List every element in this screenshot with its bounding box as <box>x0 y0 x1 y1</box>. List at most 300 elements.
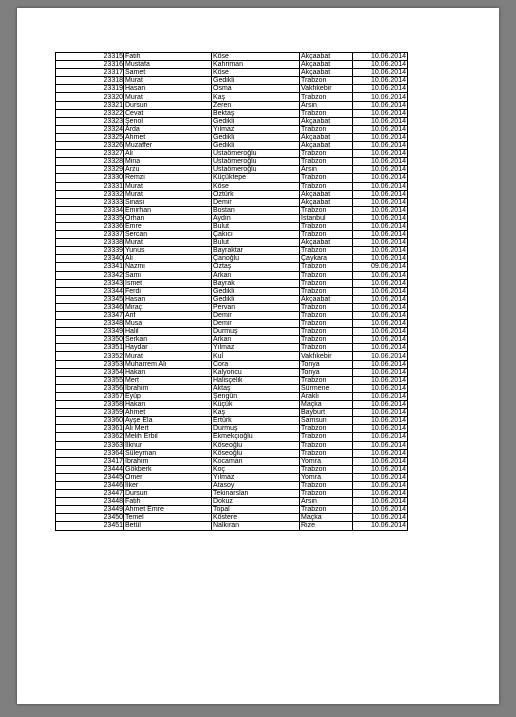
city-cell: Akçaabat <box>300 198 353 206</box>
date-cell: 10.06.2014 <box>353 53 408 61</box>
last-name-cell: Aydın <box>212 214 300 222</box>
city-cell: Çaykara <box>300 255 353 263</box>
table-row <box>56 392 408 400</box>
date-cell: 10.06.2014 <box>353 166 408 174</box>
last-name-cell: Bulut <box>212 239 300 247</box>
date-cell: 10.06.2014 <box>353 142 408 150</box>
first-name-cell: Ali Mert <box>124 425 212 433</box>
first-name-cell: Fatih <box>124 53 212 61</box>
city-cell: Yomra <box>300 457 353 465</box>
table-row <box>56 61 408 69</box>
table-row <box>56 190 408 198</box>
date-cell: 10.06.2014 <box>353 85 408 93</box>
date-cell: 10.06.2014 <box>353 206 408 214</box>
table-row <box>56 344 408 352</box>
date-cell: 10.06.2014 <box>353 109 408 117</box>
last-name-cell: Osma <box>212 85 300 93</box>
last-name-cell: Kahriman <box>212 61 300 69</box>
table-row <box>56 93 408 101</box>
last-name-cell: Köseoğlu <box>212 449 300 457</box>
last-name-cell: Durmuş <box>212 328 300 336</box>
last-name-cell: Köse <box>212 69 300 77</box>
last-name-cell: Bulut <box>212 222 300 230</box>
last-name-cell: Ertürk <box>212 417 300 425</box>
last-name-cell: Gedikli <box>212 142 300 150</box>
record-id-cell: 23331 <box>56 182 124 190</box>
first-name-cell: Haydar <box>124 344 212 352</box>
first-name-cell: İlker <box>124 481 212 489</box>
record-id-cell: 23318 <box>56 77 124 85</box>
city-cell: Trabzon <box>300 206 353 214</box>
last-name-cell: Kul <box>212 352 300 360</box>
first-name-cell: Arda <box>124 125 212 133</box>
last-name-cell: Ekmekçioğlu <box>212 433 300 441</box>
city-cell: Arsin <box>300 166 353 174</box>
table-row <box>56 312 408 320</box>
date-cell: 10.06.2014 <box>353 498 408 506</box>
record-id-cell: 23329 <box>56 166 124 174</box>
city-cell: Rize <box>300 522 353 530</box>
city-cell: Trabzon <box>300 174 353 182</box>
city-cell: Akçaabat <box>300 239 353 247</box>
last-name-cell: Bayraktar <box>212 247 300 255</box>
date-cell: 10.06.2014 <box>353 352 408 360</box>
record-id-cell: 23343 <box>56 279 124 287</box>
record-id-cell: 23362 <box>56 433 124 441</box>
date-cell: 10.06.2014 <box>353 392 408 400</box>
first-name-cell: Mustafa <box>124 61 212 69</box>
table-row <box>56 481 408 489</box>
city-cell: Akçaabat <box>300 142 353 150</box>
table-row <box>56 433 408 441</box>
city-cell: Tonya <box>300 368 353 376</box>
date-cell: 10.06.2014 <box>353 101 408 109</box>
last-name-cell: Küçük <box>212 401 300 409</box>
table-row <box>56 457 408 465</box>
record-id-cell: 23342 <box>56 271 124 279</box>
date-cell: 10.06.2014 <box>353 506 408 514</box>
first-name-cell: Mert <box>124 376 212 384</box>
table-row <box>56 101 408 109</box>
date-cell: 10.06.2014 <box>353 473 408 481</box>
city-cell: Trabzon <box>300 449 353 457</box>
city-cell: Yomra <box>300 473 353 481</box>
city-cell: Bayburt <box>300 409 353 417</box>
first-name-cell: Fatih <box>124 498 212 506</box>
city-cell: Trabzon <box>300 481 353 489</box>
date-cell: 10.06.2014 <box>353 417 408 425</box>
table-row <box>56 150 408 158</box>
last-name-cell: Yılmaz <box>212 125 300 133</box>
city-cell: Trabzon <box>300 506 353 514</box>
table-row <box>56 263 408 271</box>
city-cell: Akçaabat <box>300 117 353 125</box>
date-cell: 10.06.2014 <box>353 133 408 141</box>
record-id-cell: 23337 <box>56 231 124 239</box>
city-cell: Trabzon <box>300 109 353 117</box>
record-id-cell: 23338 <box>56 239 124 247</box>
last-name-cell: Yılmaz <box>212 344 300 352</box>
table-row <box>56 376 408 384</box>
first-name-cell: Miraç <box>124 303 212 311</box>
table-row <box>56 158 408 166</box>
table-row <box>56 174 408 182</box>
record-id-cell: 23347 <box>56 312 124 320</box>
first-name-cell: Murat <box>124 190 212 198</box>
table-row <box>56 295 408 303</box>
table-row <box>56 328 408 336</box>
first-name-cell: İbrahim <box>124 384 212 392</box>
date-cell: 10.06.2014 <box>353 401 408 409</box>
record-id-cell: 23324 <box>56 125 124 133</box>
record-id-cell: 23352 <box>56 352 124 360</box>
table-row <box>56 109 408 117</box>
record-id-cell: 23326 <box>56 142 124 150</box>
record-id-cell: 23363 <box>56 441 124 449</box>
table-row <box>56 53 408 61</box>
date-cell: 10.06.2014 <box>353 336 408 344</box>
date-cell: 10.06.2014 <box>353 279 408 287</box>
last-name-cell: Nalkıran <box>212 522 300 530</box>
record-id-cell: 23361 <box>56 425 124 433</box>
table-row <box>56 85 408 93</box>
date-cell: 10.06.2014 <box>353 376 408 384</box>
first-name-cell: Muzaffer <box>124 142 212 150</box>
table-row <box>56 166 408 174</box>
record-id-cell: 23330 <box>56 174 124 182</box>
date-cell: 10.06.2014 <box>353 247 408 255</box>
last-name-cell: Ustaömeroğlu <box>212 158 300 166</box>
record-id-cell: 23449 <box>56 506 124 514</box>
last-name-cell: Kocaman <box>212 457 300 465</box>
date-cell: 10.06.2014 <box>353 158 408 166</box>
last-name-cell: Pervan <box>212 303 300 311</box>
date-cell: 10.06.2014 <box>353 360 408 368</box>
first-name-cell: İsmet <box>124 279 212 287</box>
city-cell: Trabzon <box>300 465 353 473</box>
document-page <box>17 8 499 704</box>
last-name-cell: Köse <box>212 182 300 190</box>
city-cell: Trabzon <box>300 158 353 166</box>
date-cell: 10.06.2014 <box>353 457 408 465</box>
first-name-cell: İbrahim <box>124 457 212 465</box>
date-cell: 10.06.2014 <box>353 255 408 263</box>
date-cell: 10.06.2014 <box>353 61 408 69</box>
last-name-cell: Şengün <box>212 392 300 400</box>
table-row <box>56 182 408 190</box>
record-id-cell: 23322 <box>56 109 124 117</box>
record-id-cell: 23447 <box>56 490 124 498</box>
first-name-cell: Musa <box>124 320 212 328</box>
date-cell: 10.06.2014 <box>353 344 408 352</box>
table-row <box>56 222 408 230</box>
table-row <box>56 125 408 133</box>
last-name-cell: Demir <box>212 320 300 328</box>
last-name-cell: Küçüktepe <box>212 174 300 182</box>
record-id-cell: 23353 <box>56 360 124 368</box>
table-row <box>56 449 408 457</box>
first-name-cell: Remzi <box>124 174 212 182</box>
city-cell: Maçka <box>300 514 353 522</box>
first-name-cell: Ali <box>124 150 212 158</box>
date-cell: 10.06.2014 <box>353 287 408 295</box>
record-id-cell: 23328 <box>56 158 124 166</box>
first-name-cell: Hakan <box>124 401 212 409</box>
city-cell: Trabzon <box>300 231 353 239</box>
record-id-cell: 23357 <box>56 392 124 400</box>
table-row <box>56 214 408 222</box>
last-name-cell: Gedikli <box>212 133 300 141</box>
table-row <box>56 401 408 409</box>
first-name-cell: Gökberk <box>124 465 212 473</box>
last-name-cell: Zeren <box>212 101 300 109</box>
first-name-cell: Arif <box>124 312 212 320</box>
first-name-cell: Hakan <box>124 368 212 376</box>
city-cell: Trabzon <box>300 490 353 498</box>
record-id-cell: 23444 <box>56 465 124 473</box>
city-cell: Akçaabat <box>300 190 353 198</box>
record-id-cell: 23446 <box>56 481 124 489</box>
record-id-cell: 23333 <box>56 198 124 206</box>
city-cell: Trabzon <box>300 279 353 287</box>
city-cell: Trabzon <box>300 182 353 190</box>
date-cell: 10.06.2014 <box>353 198 408 206</box>
record-id-cell: 23336 <box>56 222 124 230</box>
first-name-cell: Muharrem Ali <box>124 360 212 368</box>
date-cell: 10.06.2014 <box>353 409 408 417</box>
last-name-cell: Yılmaz <box>212 473 300 481</box>
date-cell: 10.06.2014 <box>353 150 408 158</box>
first-name-cell: Ahmet <box>124 133 212 141</box>
table-row <box>56 77 408 85</box>
record-id-cell: 23348 <box>56 320 124 328</box>
record-id-cell: 23450 <box>56 514 124 522</box>
city-cell: Akçaabat <box>300 133 353 141</box>
date-cell: 10.06.2014 <box>353 77 408 85</box>
records-table-body <box>56 53 408 531</box>
last-name-cell: Öztaş <box>212 263 300 271</box>
city-cell: Trabzon <box>300 93 353 101</box>
table-row <box>56 231 408 239</box>
first-name-cell: Sercan <box>124 231 212 239</box>
date-cell: 10.06.2014 <box>353 93 408 101</box>
first-name-cell: Halil <box>124 328 212 336</box>
last-name-cell: Dokuz <box>212 498 300 506</box>
date-cell: 10.06.2014 <box>353 320 408 328</box>
table-row <box>56 465 408 473</box>
city-cell: Trabzon <box>300 376 353 384</box>
table-row <box>56 425 408 433</box>
last-name-cell: Köstere <box>212 514 300 522</box>
city-cell: Vakfıkebir <box>300 85 353 93</box>
date-cell: 10.06.2014 <box>353 368 408 376</box>
last-name-cell: Gedikli <box>212 77 300 85</box>
last-name-cell: Demir <box>212 198 300 206</box>
last-name-cell: Kaş <box>212 409 300 417</box>
table-row <box>56 490 408 498</box>
date-cell: 10.06.2014 <box>353 182 408 190</box>
record-id-cell: 23448 <box>56 498 124 506</box>
table-row <box>56 360 408 368</box>
first-name-cell: Temel <box>124 514 212 522</box>
last-name-cell: Halisçelik <box>212 376 300 384</box>
date-cell: 10.06.2014 <box>353 522 408 530</box>
table-row <box>56 417 408 425</box>
last-name-cell: Topal <box>212 506 300 514</box>
records-table <box>55 52 408 531</box>
city-cell: Trabzon <box>300 328 353 336</box>
city-cell: Trabzon <box>300 247 353 255</box>
table-row <box>56 69 408 77</box>
date-cell: 10.06.2014 <box>353 117 408 125</box>
table-row <box>56 287 408 295</box>
city-cell: Samsun <box>300 417 353 425</box>
last-name-cell: Bostan <box>212 206 300 214</box>
last-name-cell: Öztürk <box>212 190 300 198</box>
record-id-cell: 23417 <box>56 457 124 465</box>
table-row <box>56 473 408 481</box>
table-row <box>56 255 408 263</box>
city-cell: Arsin <box>300 101 353 109</box>
last-name-cell: Köse <box>212 53 300 61</box>
table-row <box>56 409 408 417</box>
last-name-cell: Arkan <box>212 271 300 279</box>
first-name-cell: Betül <box>124 522 212 530</box>
last-name-cell: Ustaömeroğlu <box>212 150 300 158</box>
table-row <box>56 247 408 255</box>
first-name-cell: Eyüp <box>124 392 212 400</box>
date-cell: 10.06.2014 <box>353 190 408 198</box>
last-name-cell: Ustaömeroğlu <box>212 166 300 174</box>
last-name-cell: Köseoğlu <box>212 441 300 449</box>
first-name-cell: Murat <box>124 77 212 85</box>
date-cell: 10.06.2014 <box>353 449 408 457</box>
table-row <box>56 206 408 214</box>
record-id-cell: 23332 <box>56 190 124 198</box>
first-name-cell: Ali <box>124 255 212 263</box>
date-cell: 10.06.2014 <box>353 328 408 336</box>
last-name-cell: Aktaş <box>212 384 300 392</box>
record-id-cell: 23344 <box>56 287 124 295</box>
date-cell: 10.06.2014 <box>353 295 408 303</box>
last-name-cell: Bektaş <box>212 109 300 117</box>
date-cell: 10.06.2014 <box>353 303 408 311</box>
last-name-cell: Koç <box>212 465 300 473</box>
record-id-cell: 23359 <box>56 409 124 417</box>
city-cell: Maçka <box>300 401 353 409</box>
record-id-cell: 23360 <box>56 417 124 425</box>
city-cell: Trabzon <box>300 336 353 344</box>
record-id-cell: 23315 <box>56 53 124 61</box>
record-id-cell: 23325 <box>56 133 124 141</box>
record-id-cell: 23320 <box>56 93 124 101</box>
city-cell: Trabzon <box>300 425 353 433</box>
record-id-cell: 23317 <box>56 69 124 77</box>
first-name-cell: Mina <box>124 158 212 166</box>
last-name-cell: Çanoğlu <box>212 255 300 263</box>
date-cell: 10.06.2014 <box>353 433 408 441</box>
date-cell: 10.06.2014 <box>353 174 408 182</box>
last-name-cell: Gedikli <box>212 295 300 303</box>
city-cell: Trabzon <box>300 263 353 271</box>
record-id-cell: 23335 <box>56 214 124 222</box>
first-name-cell: Emirhan <box>124 206 212 214</box>
table-row <box>56 368 408 376</box>
date-cell: 10.06.2014 <box>353 384 408 392</box>
date-cell: 10.06.2014 <box>353 231 408 239</box>
last-name-cell: Cora <box>212 360 300 368</box>
first-name-cell: Süleyman <box>124 449 212 457</box>
date-cell: 10.06.2014 <box>353 312 408 320</box>
record-id-cell: 23351 <box>56 344 124 352</box>
record-id-cell: 23323 <box>56 117 124 125</box>
date-cell: 10.06.2014 <box>353 125 408 133</box>
record-id-cell: 23341 <box>56 263 124 271</box>
city-cell: Tonya <box>300 360 353 368</box>
first-name-cell: Murat <box>124 182 212 190</box>
table-row <box>56 133 408 141</box>
first-name-cell: Sami <box>124 271 212 279</box>
city-cell: Trabzon <box>300 287 353 295</box>
table-row <box>56 506 408 514</box>
record-id-cell: 23327 <box>56 150 124 158</box>
first-name-cell: Arzu <box>124 166 212 174</box>
record-id-cell: 23316 <box>56 61 124 69</box>
record-id-cell: 23358 <box>56 401 124 409</box>
last-name-cell: Demir <box>212 312 300 320</box>
last-name-cell: Durmuş <box>212 425 300 433</box>
date-cell: 09.06.2014 <box>353 263 408 271</box>
table-row <box>56 303 408 311</box>
city-cell: Arsin <box>300 498 353 506</box>
first-name-cell: Ahmet Emre <box>124 506 212 514</box>
table-row <box>56 522 408 530</box>
city-cell: Trabzon <box>300 441 353 449</box>
city-cell: Trabzon <box>300 303 353 311</box>
city-cell: Sürmene <box>300 384 353 392</box>
first-name-cell: Şenol <box>124 117 212 125</box>
first-name-cell: Samet <box>124 69 212 77</box>
first-name-cell: Ömer <box>124 473 212 481</box>
table-row <box>56 198 408 206</box>
date-cell: 10.06.2014 <box>353 214 408 222</box>
date-cell: 10.06.2014 <box>353 69 408 77</box>
table-row <box>56 514 408 522</box>
first-name-cell: Murat <box>124 93 212 101</box>
last-name-cell: Kaş <box>212 93 300 101</box>
first-name-cell: Murat <box>124 352 212 360</box>
last-name-cell: Bayrak <box>212 279 300 287</box>
first-name-cell: Cevat <box>124 109 212 117</box>
record-id-cell: 23354 <box>56 368 124 376</box>
record-id-cell: 23355 <box>56 376 124 384</box>
table-row <box>56 384 408 392</box>
city-cell: Akçaabat <box>300 53 353 61</box>
record-id-cell: 23340 <box>56 255 124 263</box>
table-row <box>56 336 408 344</box>
table-row <box>56 239 408 247</box>
first-name-cell: Dursun <box>124 101 212 109</box>
last-name-cell: Kalyoncu <box>212 368 300 376</box>
date-cell: 10.06.2014 <box>353 222 408 230</box>
record-id-cell: 23451 <box>56 522 124 530</box>
table-row <box>56 142 408 150</box>
last-name-cell: Arkan <box>212 336 300 344</box>
first-name-cell: Melih Erbil <box>124 433 212 441</box>
first-name-cell: Nazmi <box>124 263 212 271</box>
date-cell: 10.06.2014 <box>353 490 408 498</box>
date-cell: 10.06.2014 <box>353 481 408 489</box>
